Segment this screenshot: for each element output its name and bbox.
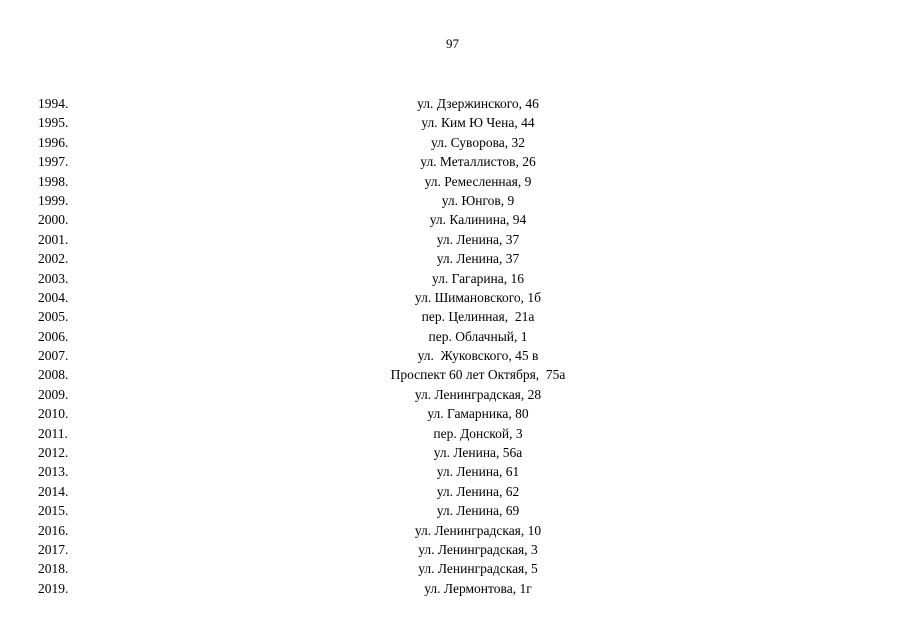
list-item: [0, 443, 905, 462]
item-number: 2011.: [38, 425, 68, 441]
list-item: [0, 269, 905, 288]
item-number: 2014.: [38, 483, 69, 499]
item-address: ул. Ленинградская, 3: [418, 541, 538, 557]
item-address: ул. Ким Ю Чена, 44: [421, 115, 535, 131]
item-address: ул. Ленина, 37: [436, 231, 520, 247]
item-address: ул. Гамарника, 80: [427, 406, 529, 422]
item-number: 2013.: [38, 464, 69, 480]
item-number: 2008.: [38, 367, 69, 383]
item-address: ул. Ленинградская, 10: [414, 522, 542, 538]
item-address: ул. Суворова, 32: [430, 134, 526, 150]
item-address: ул. Гагарина, 16: [431, 270, 525, 286]
item-address: ул. Ленина, 69: [436, 503, 520, 519]
item-address: ул. Калинина, 94: [429, 212, 527, 228]
item-number: 2015.: [38, 503, 69, 519]
item-address: ул. Металлистов, 26: [420, 154, 536, 170]
list-item: [0, 482, 905, 501]
item-number: 1997.: [38, 154, 69, 170]
list-item: [0, 191, 905, 210]
list-item: [0, 424, 905, 443]
list-item: [0, 540, 905, 559]
list-item: [0, 501, 905, 520]
item-number: 2003.: [38, 270, 69, 286]
item-address: ул. Юнгов, 9: [441, 192, 515, 208]
item-address: ул. Ремесленная, 9: [424, 173, 532, 189]
list-item: [0, 579, 905, 598]
list-item: [0, 152, 905, 171]
item-address: ул. Жуковского, 45 в: [417, 348, 539, 364]
item-address: пер. Облачный, 1: [428, 328, 528, 344]
list-item: [0, 288, 905, 307]
item-number: 2005.: [38, 309, 69, 325]
item-address: ул. Ленина, 56а: [433, 445, 523, 461]
item-address: пер. Донской, 3: [433, 425, 523, 441]
item-address: ул. Ленина, 61: [436, 464, 520, 480]
item-number: 1995.: [38, 115, 69, 131]
list-item: [0, 230, 905, 249]
page-number: 97: [446, 36, 459, 51]
list-item: [0, 133, 905, 152]
item-address: пер. Целинная, 21а: [421, 309, 535, 325]
address-list: [0, 94, 905, 598]
list-item: [0, 210, 905, 229]
item-number: 1994.: [38, 96, 69, 111]
item-number: 2000.: [38, 212, 69, 228]
item-number: 2002.: [38, 251, 69, 267]
item-address: ул. Лермонтова, 1г: [424, 580, 532, 596]
item-number: 2017.: [38, 541, 69, 557]
item-address: ул. Ленинградская, 28: [414, 386, 542, 402]
item-number: 2018.: [38, 561, 69, 577]
item-address: ул. Шимановского, 1б: [414, 289, 542, 305]
item-address: ул. Ленинградская, 5: [418, 561, 538, 577]
item-number: 2009.: [38, 386, 69, 402]
item-number: 2012.: [38, 445, 69, 461]
item-number: 1996.: [38, 134, 69, 150]
item-address: ул. Ленина, 62: [436, 483, 520, 499]
list-item: [0, 404, 905, 423]
list-item: [0, 521, 905, 540]
list-item: [0, 327, 905, 346]
list-item: [0, 365, 905, 384]
list-item: [0, 113, 905, 132]
item-number: 2007.: [38, 348, 69, 364]
item-number: 1999.: [38, 192, 69, 208]
list-item: [0, 249, 905, 268]
list-item: [0, 385, 905, 404]
list-item: [0, 307, 905, 326]
item-address: ул. Дзержинского, 46: [417, 96, 539, 111]
item-number: 2010.: [38, 406, 69, 422]
item-address: ул. Ленина, 37: [436, 251, 520, 267]
list-item: [0, 462, 905, 481]
item-number: 2019.: [38, 580, 69, 596]
list-item: [0, 94, 905, 113]
item-number: 1998.: [38, 173, 69, 189]
list-item: [0, 346, 905, 365]
item-number: 2016.: [38, 522, 69, 538]
item-number: 2001.: [38, 231, 69, 247]
item-number: 2006.: [38, 328, 69, 344]
list-item: [0, 559, 905, 578]
item-number: 2004.: [38, 289, 69, 305]
item-address: Проспект 60 лет Октября, 75а: [390, 367, 566, 383]
list-item: [0, 172, 905, 191]
